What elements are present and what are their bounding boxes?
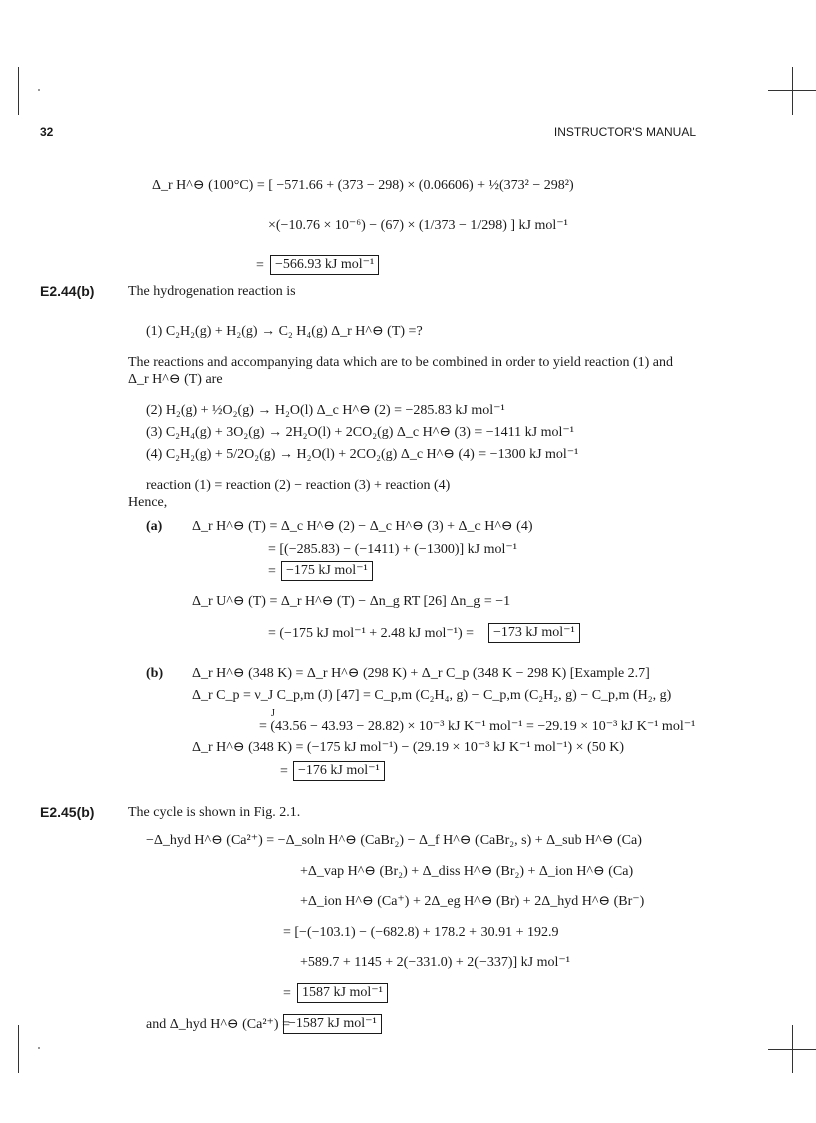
equation-line: Δ_r H^⊖ (348 K) = Δ_r H^⊖ (298 K) + Δ_r C_p (348 K − 298 K) [Example 2.7] [192,666,650,681]
paragraph-text: The reactions and accompanying data which are to be combined in order to yield reaction (1) and [128,355,674,370]
boxed-result: −173 kJ mol⁻¹ [488,623,580,643]
boxed-result: −175 kJ mol⁻¹ [281,561,373,581]
summation-index: J [271,708,275,719]
crop-mark-right-top-v [792,67,793,115]
crop-mark-right-top-h [768,90,816,91]
equation-line: = (−175 kJ mol⁻¹ + 2.48 kJ mol⁻¹) = [268,626,475,641]
equation-line: = [283,986,291,1001]
paragraph-text: Δ_r H^⊖ (T) are [128,372,223,387]
equation-line: = (43.56 − 43.93 − 28.82) × 10⁻³ kJ K⁻¹ mol⁻¹ = −29.19 × 10⁻³ kJ K⁻¹ mol⁻¹ [259,719,696,734]
paragraph-text: The cycle is shown in Fig. 2.1. [128,805,301,820]
part-label: (a) [146,519,163,534]
registration-dot [38,1047,40,1049]
equation-line: Δ_r H^⊖ (T) = Δ_c H^⊖ (2) − Δ_c H^⊖ (3) + Δ_c H^⊖ (4) [192,519,533,534]
paragraph-text: Hence, [128,495,168,510]
part-label: (b) [146,666,164,681]
equation-line: = [280,764,288,779]
equation-line: Δ_r U^⊖ (T) = Δ_r H^⊖ (T) − Δn_g RT [26] Δn_g = −1 [192,594,511,609]
reaction-equation: (1) C₂H₂(g) + H₂(g) → C₂ H₄(g) Δ_r H^⊖ (T) =? [146,324,423,339]
equation-line: = [−(−103.1) − (−682.8) + 178.2 + 30.91 + 192.9 [283,925,559,940]
page-number: 32 [40,125,54,139]
crop-mark-right-bottom-h [768,1049,816,1050]
paragraph-text: The hydrogenation reaction is [128,284,296,299]
paragraph-text: reaction (1) = reaction (2) − reaction (3) + reaction (4) [146,478,451,493]
running-title: INSTRUCTOR'S MANUAL [553,125,696,139]
equation-line: = [256,258,264,273]
paragraph-text: and Δ_hyd H^⊖ (Ca²⁺) = [146,1017,290,1032]
equation-line: −Δ_hyd H^⊖ (Ca²⁺) = −Δ_soln H^⊖ (CaBr₂) − Δ_f H^⊖ (CaBr₂, s) + Δ_sub H^⊖ (Ca) [146,833,642,848]
equation-line: Δ_r H^⊖ (100°C) = [ −571.66 + (373 − 298) × (0.06606) + ½(373² − 298²) [152,178,574,193]
reaction-equation: (4) C₂H₂(g) + 5/2O₂(g) → H₂O(l) + 2CO₂(g) Δ_c H^⊖ (4) = −1300 kJ mol⁻¹ [146,447,579,462]
crop-mark-left-bottom [18,1025,19,1073]
equation-line: +Δ_vap H^⊖ (Br₂) + Δ_diss H^⊖ (Br₂) + Δ_ion H^⊖ (Ca) [300,864,634,879]
equation-line: ×(−10.76 × 10⁻⁶) − (67) × (1/373 − 1/298) ] kJ mol⁻¹ [268,218,568,233]
reaction-equation: (2) H₂(g) + ½O₂(g) → H₂O(l) Δ_c H^⊖ (2) = −285.83 kJ mol⁻¹ [146,403,505,418]
equation-line: Δ_r C_p = ν_J C_p,m (J) [47] = C_p,m (C₂H₄, g) − C_p,m (C₂H₂, g) − C_p,m (H₂, g) [192,688,672,703]
boxed-result: −176 kJ mol⁻¹ [293,761,385,781]
equation-line: = [268,564,276,579]
crop-mark-left-top [18,67,19,115]
equation-line: +Δ_ion H^⊖ (Ca⁺) + 2Δ_eg H^⊖ (Br) + 2Δ_hyd H^⊖ (Br⁻) [300,894,645,909]
equation-line: +589.7 + 1145 + 2(−331.0) + 2(−337)] kJ mol⁻¹ [300,955,570,970]
equation-line: Δ_r H^⊖ (348 K) = (−175 kJ mol⁻¹) − (29.19 × 10⁻³ kJ K⁻¹ mol⁻¹) × (50 K) [192,740,624,755]
boxed-result: 1587 kJ mol⁻¹ [297,983,388,1003]
boxed-result: −1587 kJ mol⁻¹ [283,1014,382,1034]
boxed-result: −566.93 kJ mol⁻¹ [270,255,379,275]
reaction-equation: (3) C₂H₄(g) + 3O₂(g) → 2H₂O(l) + 2CO₂(g) Δ_c H^⊖ (3) = −1411 kJ mol⁻¹ [146,425,574,440]
equation-line: = [(−285.83) − (−1411) + (−1300)] kJ mol⁻¹ [268,542,517,557]
exercise-label: E2.45(b) [40,804,95,820]
registration-dot [38,89,40,91]
exercise-label: E2.44(b) [40,283,95,299]
